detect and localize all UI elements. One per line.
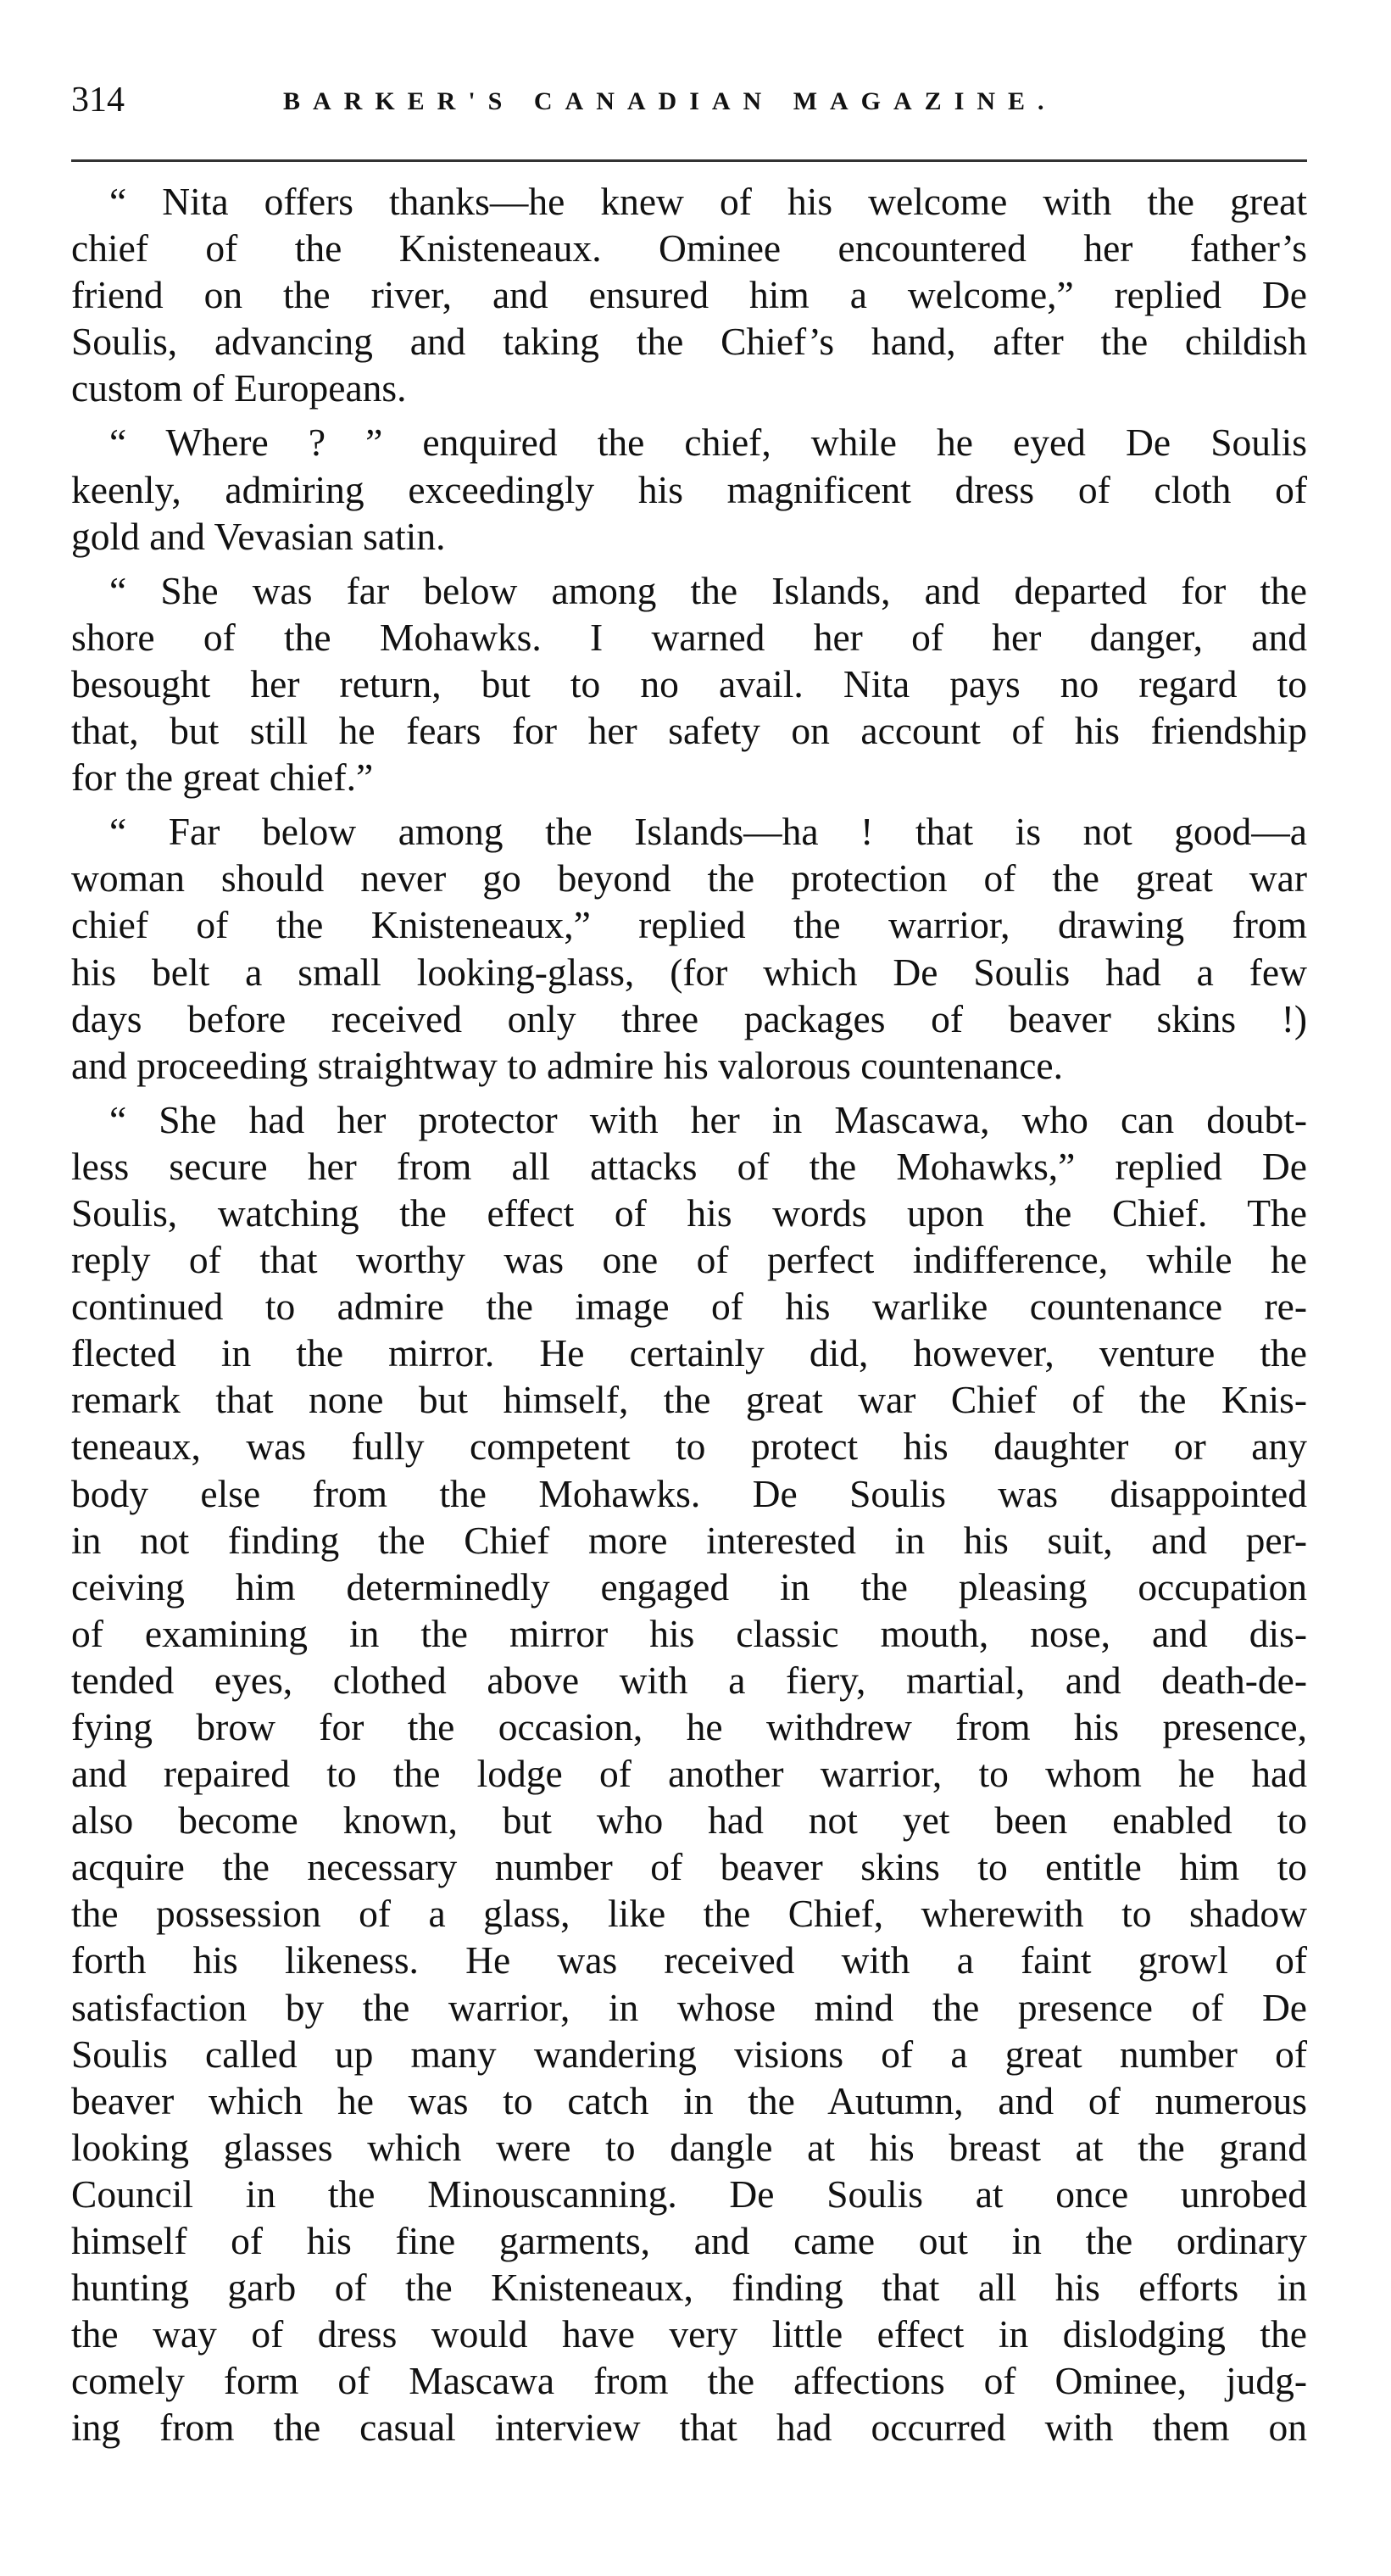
text-line: days before received only three packages of beaver skins !) <box>71 996 1307 1040</box>
body-text <box>71 178 1307 2459</box>
text-line: friend on the river, and ensured him a welcome,” replied De <box>71 273 1307 317</box>
page <box>71 75 1307 2450</box>
text-line <box>71 419 1307 466</box>
text-line: shore of the Mohawks. I warned her of her danger, and <box>71 615 1307 659</box>
text-line: flected in the mirror. He certainly did, however, venture the <box>71 1331 1307 1375</box>
text-line: Soulis called up many wandering visions of a great number of <box>71 2032 1307 2076</box>
text-line: himself of his fine garments, and came out in the ordinary <box>71 2219 1307 2263</box>
text-line: ing from the casual interview that had occurred with them on <box>71 2406 1307 2450</box>
page-number: 314 <box>71 81 125 120</box>
text-line: the way of dress would have very little effect in dislodging the <box>71 2312 1307 2356</box>
text-line: hunting garb of the Knisteneaux, finding that all his efforts in <box>71 2266 1307 2310</box>
text-line: besought her return, but to no avail. Nita pays no regard to <box>71 661 1307 705</box>
text-line: ceiving him determinedly engaged in the pleasing occupation <box>71 1564 1307 1609</box>
text-line: keenly, admiring exceedingly his magnificent dress of cloth of <box>71 467 1307 511</box>
text-line: looking glasses which were to dangle at his breast at the grand <box>71 2125 1307 2169</box>
text-line: forth his likeness. He was received with a faint growl of <box>71 1938 1307 1982</box>
text-line: Council in the Minouscanning. De Soulis at once unrobed <box>71 2172 1307 2216</box>
text-line: beaver which he was to catch in the Autumn, and of numerous <box>71 2078 1307 2122</box>
text-line-content: “ She had her protector with her in Mascawa, who can doubt- <box>109 1097 1307 1141</box>
text-line: and repaired to the lodge of another warrior, to whom he had <box>71 1752 1307 1796</box>
text-line: teneaux, was fully competent to protect his daughter or any <box>71 1425 1307 1469</box>
text-line: also become known, but who had not yet been enabled to <box>71 1798 1307 1843</box>
text-line: acquire the necessary number of beaver skins to entitle him to <box>71 1845 1307 1889</box>
text-line-content: “ She was far below among the Islands, and departed for the <box>109 568 1307 612</box>
text-line <box>71 178 1307 225</box>
text-line: reply of that worthy was one of perfect indifference, while he <box>71 1238 1307 1282</box>
text-line <box>71 1096 1307 1143</box>
text-line: and proceeding straightway to admire his valorous countenance. <box>71 1043 1063 1087</box>
running-head: BARKER'S CANADIAN MAGAZINE. <box>283 87 1057 115</box>
paragraph <box>71 808 1307 1089</box>
text-line: custom of Europeans. <box>71 366 407 410</box>
text-line: the possession of a glass, like the Chief, wherewith to shadow <box>71 1892 1307 1936</box>
text-line: comely form of Mascawa from the affections of Ominee, judg- <box>71 2359 1307 2403</box>
text-line-content: “ Far below among the Islands—ha ! that is not good—a <box>109 810 1307 854</box>
text-line: that, but still he fears for her safety on account of his friendship <box>71 709 1307 753</box>
text-line <box>71 567 1307 614</box>
text-line: remark that none but himself, the great war Chief of the Knis- <box>71 1378 1307 1422</box>
paragraph <box>71 178 1307 411</box>
text-line-content: “ Where ? ” enquired the chief, while he eyed De Soulis <box>109 421 1307 465</box>
page-header <box>71 75 1307 125</box>
text-line: Soulis, watching the effect of his words upon the Chief. The <box>71 1190 1307 1235</box>
text-line: woman should never go beyond the protection of the great war <box>71 856 1307 900</box>
paragraph <box>71 1096 1307 2451</box>
text-line: chief of the Knisteneaux. Ominee encountered her father’s <box>71 226 1307 270</box>
text-line: of examining in the mirror his classic mouth, nose, and dis- <box>71 1611 1307 1655</box>
text-line: for the great chief.” <box>71 756 374 800</box>
text-line-content: “ Nita offers thanks—he knew of his welcome with the great <box>109 180 1307 223</box>
text-line: Soulis, advancing and taking the Chief’s hand, after the childish <box>71 320 1307 364</box>
text-line: tended eyes, clothed above with a fiery, martial, and death-de- <box>71 1658 1307 1702</box>
text-line: gold and Vevasian satin. <box>71 514 446 558</box>
paragraph <box>71 419 1307 559</box>
paragraph <box>71 567 1307 800</box>
text-line: chief of the Knisteneaux,” replied the warrior, drawing from <box>71 903 1307 947</box>
text-line: fying brow for the occasion, he withdrew from his presence, <box>71 1705 1307 1748</box>
text-line: continued to admire the image of his warlike countenance re- <box>71 1285 1307 1329</box>
text-line <box>71 808 1307 855</box>
text-line: less secure her from all attacks of the Mohawks,” replied De <box>71 1144 1307 1188</box>
text-line: in not finding the Chief more interested in his suit, and per- <box>71 1518 1307 1562</box>
text-line: body else from the Mohawks. De Soulis was disappointed <box>71 1471 1307 1515</box>
text-line: his belt a small looking-glass, (for which De Soulis had a few <box>71 950 1307 994</box>
text-line: satisfaction by the warrior, in whose mind the presence of De <box>71 1985 1307 2029</box>
header-rule <box>71 159 1307 162</box>
